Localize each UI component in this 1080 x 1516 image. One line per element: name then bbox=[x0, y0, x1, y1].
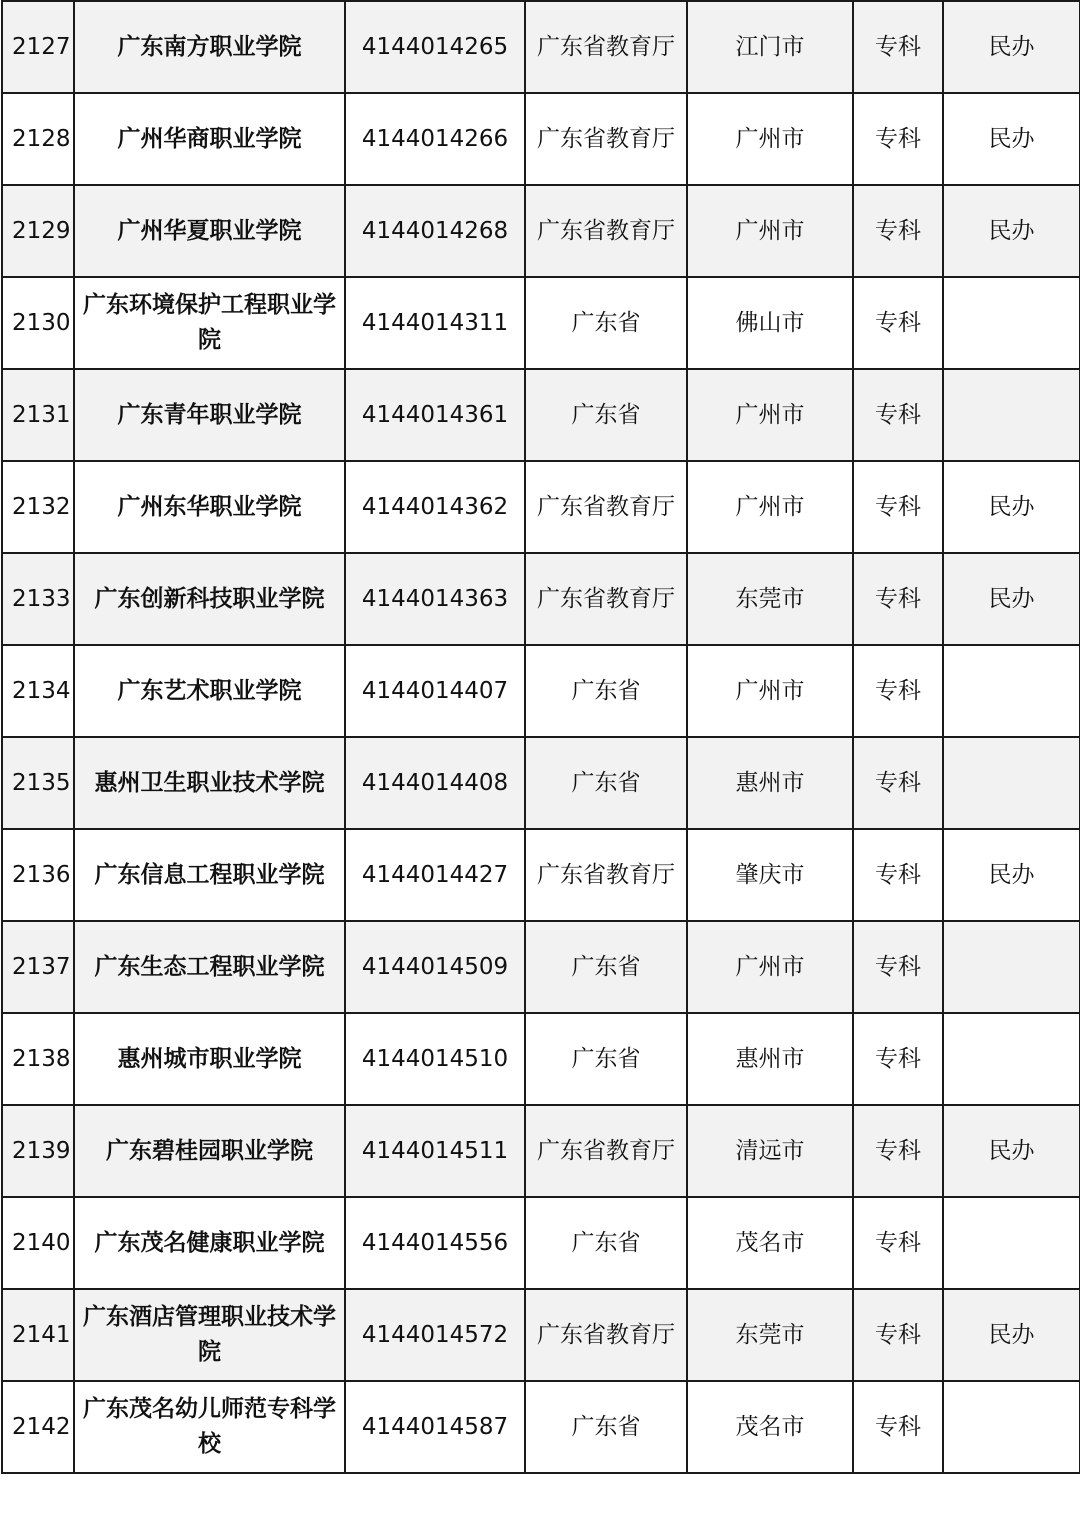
authority-cell: 广东省教育厅 bbox=[525, 1, 687, 93]
ownership-note-cell bbox=[943, 1197, 1080, 1289]
row-number-cell: 2139 bbox=[2, 1105, 74, 1197]
school-code-cell: 4144014268 bbox=[345, 185, 525, 277]
authority-cell: 广东省 bbox=[525, 921, 687, 1013]
ownership-note-cell: 民办 bbox=[943, 93, 1080, 185]
school-code-cell: 4144014361 bbox=[345, 369, 525, 461]
authority-cell: 广东省 bbox=[525, 1197, 687, 1289]
table-row bbox=[2, 1013, 1080, 1105]
city-cell: 广州市 bbox=[687, 461, 853, 553]
school-name-cell: 广东创新科技职业学院 bbox=[74, 553, 345, 645]
authority-cell: 广东省教育厅 bbox=[525, 461, 687, 553]
row-number-cell: 2133 bbox=[2, 553, 74, 645]
school-name-cell: 惠州城市职业学院 bbox=[74, 1013, 345, 1105]
city-cell: 广州市 bbox=[687, 369, 853, 461]
table-row bbox=[2, 737, 1080, 829]
row-number-cell: 2128 bbox=[2, 93, 74, 185]
ownership-note-cell: 民办 bbox=[943, 185, 1080, 277]
authority-cell: 广东省教育厅 bbox=[525, 185, 687, 277]
education-level-cell: 专科 bbox=[853, 645, 943, 737]
education-level-cell: 专科 bbox=[853, 185, 943, 277]
education-level-cell: 专科 bbox=[853, 1289, 943, 1381]
ownership-note-cell: 民办 bbox=[943, 1, 1080, 93]
education-level-cell: 专科 bbox=[853, 553, 943, 645]
table-row bbox=[2, 921, 1080, 1013]
school-code-cell: 4144014408 bbox=[345, 737, 525, 829]
city-cell: 惠州市 bbox=[687, 1013, 853, 1105]
ownership-note-cell bbox=[943, 277, 1080, 369]
ownership-note-cell bbox=[943, 921, 1080, 1013]
row-number-cell: 2142 bbox=[2, 1381, 74, 1473]
city-cell: 茂名市 bbox=[687, 1381, 853, 1473]
row-number-cell: 2137 bbox=[2, 921, 74, 1013]
row-number-cell: 2141 bbox=[2, 1289, 74, 1381]
education-level-cell: 专科 bbox=[853, 737, 943, 829]
authority-cell: 广东省 bbox=[525, 1013, 687, 1105]
school-name-cell: 广州东华职业学院 bbox=[74, 461, 345, 553]
ownership-note-cell: 民办 bbox=[943, 829, 1080, 921]
city-cell: 广州市 bbox=[687, 185, 853, 277]
table-row bbox=[2, 1381, 1080, 1473]
education-level-cell: 专科 bbox=[853, 1381, 943, 1473]
education-level-cell: 专科 bbox=[853, 921, 943, 1013]
school-name-cell: 广东茂名健康职业学院 bbox=[74, 1197, 345, 1289]
table-row bbox=[2, 1, 1080, 93]
school-code-cell: 4144014587 bbox=[345, 1381, 525, 1473]
table-row bbox=[2, 277, 1080, 369]
authority-cell: 广东省教育厅 bbox=[525, 1105, 687, 1197]
authority-cell: 广东省 bbox=[525, 369, 687, 461]
table-row bbox=[2, 1289, 1080, 1381]
school-name-cell: 广东环境保护工程职业学院 bbox=[74, 277, 345, 369]
city-cell: 惠州市 bbox=[687, 737, 853, 829]
school-name-cell: 广东酒店管理职业技术学院 bbox=[74, 1289, 345, 1381]
table-row bbox=[2, 1105, 1080, 1197]
row-number-cell: 2138 bbox=[2, 1013, 74, 1105]
table-row bbox=[2, 553, 1080, 645]
school-code-cell: 4144014363 bbox=[345, 553, 525, 645]
education-level-cell: 专科 bbox=[853, 369, 943, 461]
authority-cell: 广东省教育厅 bbox=[525, 93, 687, 185]
row-number-cell: 2132 bbox=[2, 461, 74, 553]
school-name-cell: 广州华夏职业学院 bbox=[74, 185, 345, 277]
school-code-cell: 4144014572 bbox=[345, 1289, 525, 1381]
row-number-cell: 2129 bbox=[2, 185, 74, 277]
city-cell: 佛山市 bbox=[687, 277, 853, 369]
education-level-cell: 专科 bbox=[853, 277, 943, 369]
row-number-cell: 2134 bbox=[2, 645, 74, 737]
ownership-note-cell: 民办 bbox=[943, 553, 1080, 645]
city-cell: 东莞市 bbox=[687, 1289, 853, 1381]
school-code-cell: 4144014362 bbox=[345, 461, 525, 553]
row-number-cell: 2127 bbox=[2, 1, 74, 93]
authority-cell: 广东省 bbox=[525, 1381, 687, 1473]
table-row bbox=[2, 461, 1080, 553]
authority-cell: 广东省教育厅 bbox=[525, 829, 687, 921]
school-code-cell: 4144014407 bbox=[345, 645, 525, 737]
ownership-note-cell: 民办 bbox=[943, 1105, 1080, 1197]
school-name-cell: 广州华商职业学院 bbox=[74, 93, 345, 185]
row-number-cell: 2140 bbox=[2, 1197, 74, 1289]
education-level-cell: 专科 bbox=[853, 1105, 943, 1197]
school-name-cell: 广东信息工程职业学院 bbox=[74, 829, 345, 921]
city-cell: 广州市 bbox=[687, 645, 853, 737]
school-code-cell: 4144014556 bbox=[345, 1197, 525, 1289]
authority-cell: 广东省 bbox=[525, 737, 687, 829]
table-row bbox=[2, 369, 1080, 461]
school-name-cell: 广东碧桂园职业学院 bbox=[74, 1105, 345, 1197]
education-level-cell: 专科 bbox=[853, 461, 943, 553]
school-name-cell: 惠州卫生职业技术学院 bbox=[74, 737, 345, 829]
authority-cell: 广东省教育厅 bbox=[525, 1289, 687, 1381]
row-number-cell: 2136 bbox=[2, 829, 74, 921]
education-level-cell: 专科 bbox=[853, 829, 943, 921]
ownership-note-cell bbox=[943, 369, 1080, 461]
ownership-note-cell bbox=[943, 737, 1080, 829]
school-code-cell: 4144014510 bbox=[345, 1013, 525, 1105]
education-level-cell: 专科 bbox=[853, 93, 943, 185]
row-number-cell: 2135 bbox=[2, 737, 74, 829]
row-number-cell: 2131 bbox=[2, 369, 74, 461]
school-code-cell: 4144014511 bbox=[345, 1105, 525, 1197]
table-row bbox=[2, 93, 1080, 185]
ownership-note-cell bbox=[943, 1381, 1080, 1473]
city-cell: 东莞市 bbox=[687, 553, 853, 645]
authority-cell: 广东省 bbox=[525, 277, 687, 369]
school-code-cell: 4144014266 bbox=[345, 93, 525, 185]
table-row bbox=[2, 645, 1080, 737]
city-cell: 茂名市 bbox=[687, 1197, 853, 1289]
city-cell: 江门市 bbox=[687, 1, 853, 93]
authority-cell: 广东省教育厅 bbox=[525, 553, 687, 645]
education-level-cell: 专科 bbox=[853, 1013, 943, 1105]
ownership-note-cell: 民办 bbox=[943, 461, 1080, 553]
city-cell: 肇庆市 bbox=[687, 829, 853, 921]
ownership-note-cell: 民办 bbox=[943, 1289, 1080, 1381]
school-name-cell: 广东青年职业学院 bbox=[74, 369, 345, 461]
education-level-cell: 专科 bbox=[853, 1, 943, 93]
city-cell: 广州市 bbox=[687, 921, 853, 1013]
ownership-note-cell bbox=[943, 1013, 1080, 1105]
city-cell: 广州市 bbox=[687, 93, 853, 185]
school-name-cell: 广东茂名幼儿师范专科学校 bbox=[74, 1381, 345, 1473]
ownership-note-cell bbox=[943, 645, 1080, 737]
table-row bbox=[2, 185, 1080, 277]
school-code-cell: 4144014311 bbox=[345, 277, 525, 369]
school-name-cell: 广东南方职业学院 bbox=[74, 1, 345, 93]
row-number-cell: 2130 bbox=[2, 277, 74, 369]
school-name-cell: 广东艺术职业学院 bbox=[74, 645, 345, 737]
education-level-cell: 专科 bbox=[853, 1197, 943, 1289]
table-body bbox=[2, 1, 1080, 1473]
school-code-cell: 4144014427 bbox=[345, 829, 525, 921]
authority-cell: 广东省 bbox=[525, 645, 687, 737]
school-code-cell: 4144014509 bbox=[345, 921, 525, 1013]
city-cell: 清远市 bbox=[687, 1105, 853, 1197]
school-name-cell: 广东生态工程职业学院 bbox=[74, 921, 345, 1013]
schools-table bbox=[1, 0, 1080, 1474]
table-row bbox=[2, 829, 1080, 921]
school-code-cell: 4144014265 bbox=[345, 1, 525, 93]
table-row bbox=[2, 1197, 1080, 1289]
